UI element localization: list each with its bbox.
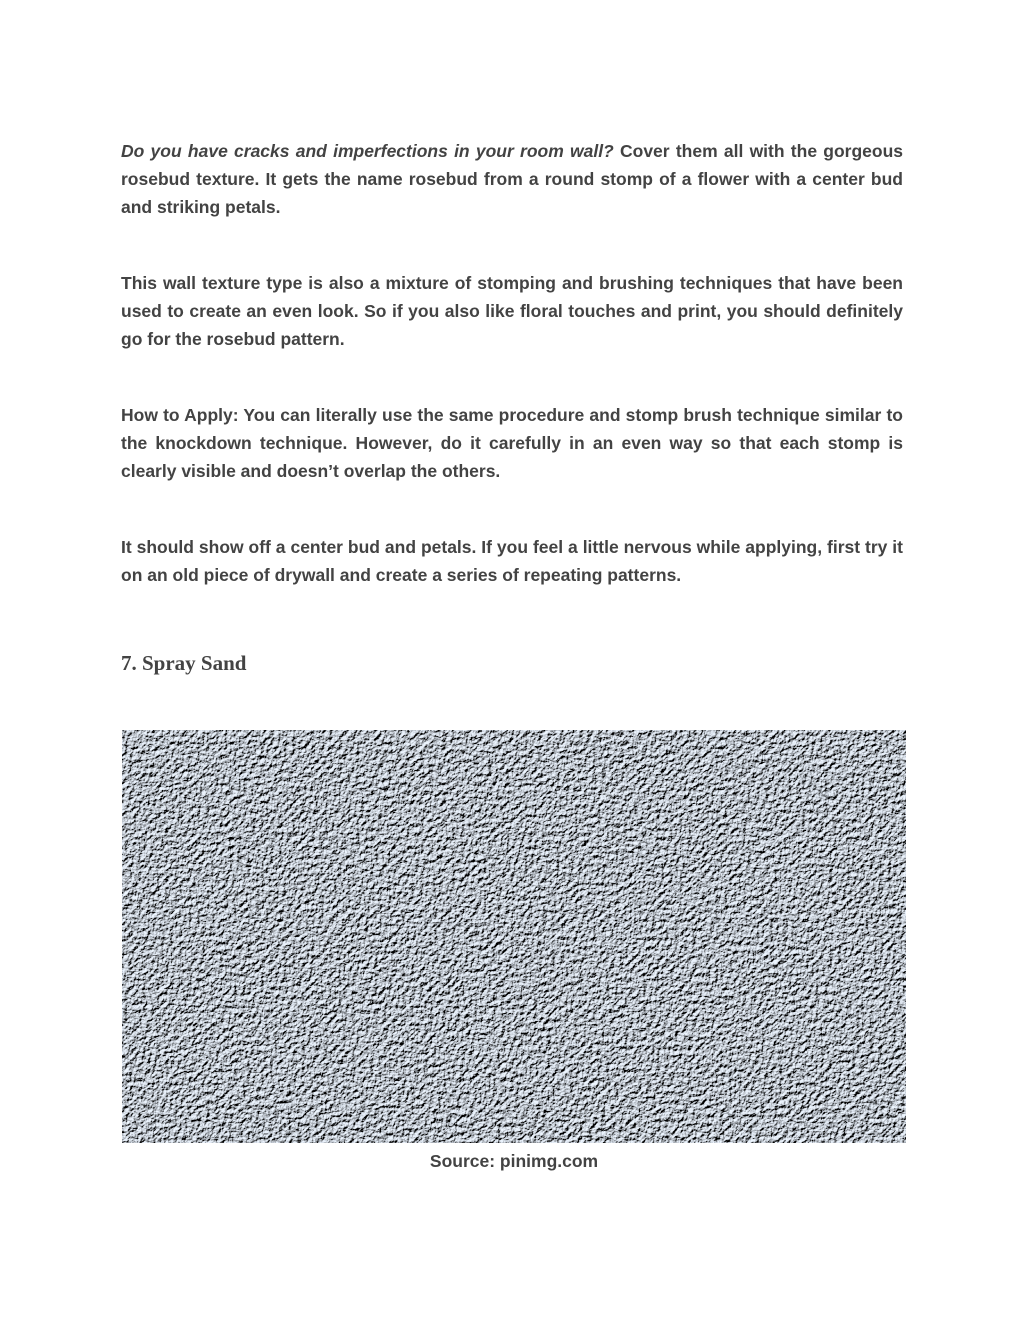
image-source-caption: Source: pinimg.com [429,1151,599,1171]
paragraph-how-to-apply: How to Apply: You can literally use the same procedure and stomp brush technique similar to the knockdown technique. However, do it carefully in an even way so that each stomp is clearly visible and doesn’t overlap the others. [121,405,903,481]
paragraph-rosebud-intro-text: Cover them all with the gorgeous rosebud texture. It gets the name rosebud from a round stomp of a flower with a center bud and striking petals. [121,141,904,217]
section-heading: 7. Spray Sand [121,651,247,675]
paragraph-rosebud-technique: This wall texture type is also a mixture of stomping and brushing techniques that have been used to create an even look. So if you also like floral touches and print, you should definitely go for the rosebud pattern. [121,273,903,349]
spray-sand-texture-image [122,730,906,1143]
paragraph-lead-question: Do you have cracks and imperfections in your room wall? [121,141,614,161]
paragraph-rosebud-intro [121,137,903,221]
paragraph-center-bud-tip: It should show off a center bud and petals. If you feel a little nervous while applying, first try it on an old piece of drywall and create a series of repeating patterns. [121,537,903,585]
